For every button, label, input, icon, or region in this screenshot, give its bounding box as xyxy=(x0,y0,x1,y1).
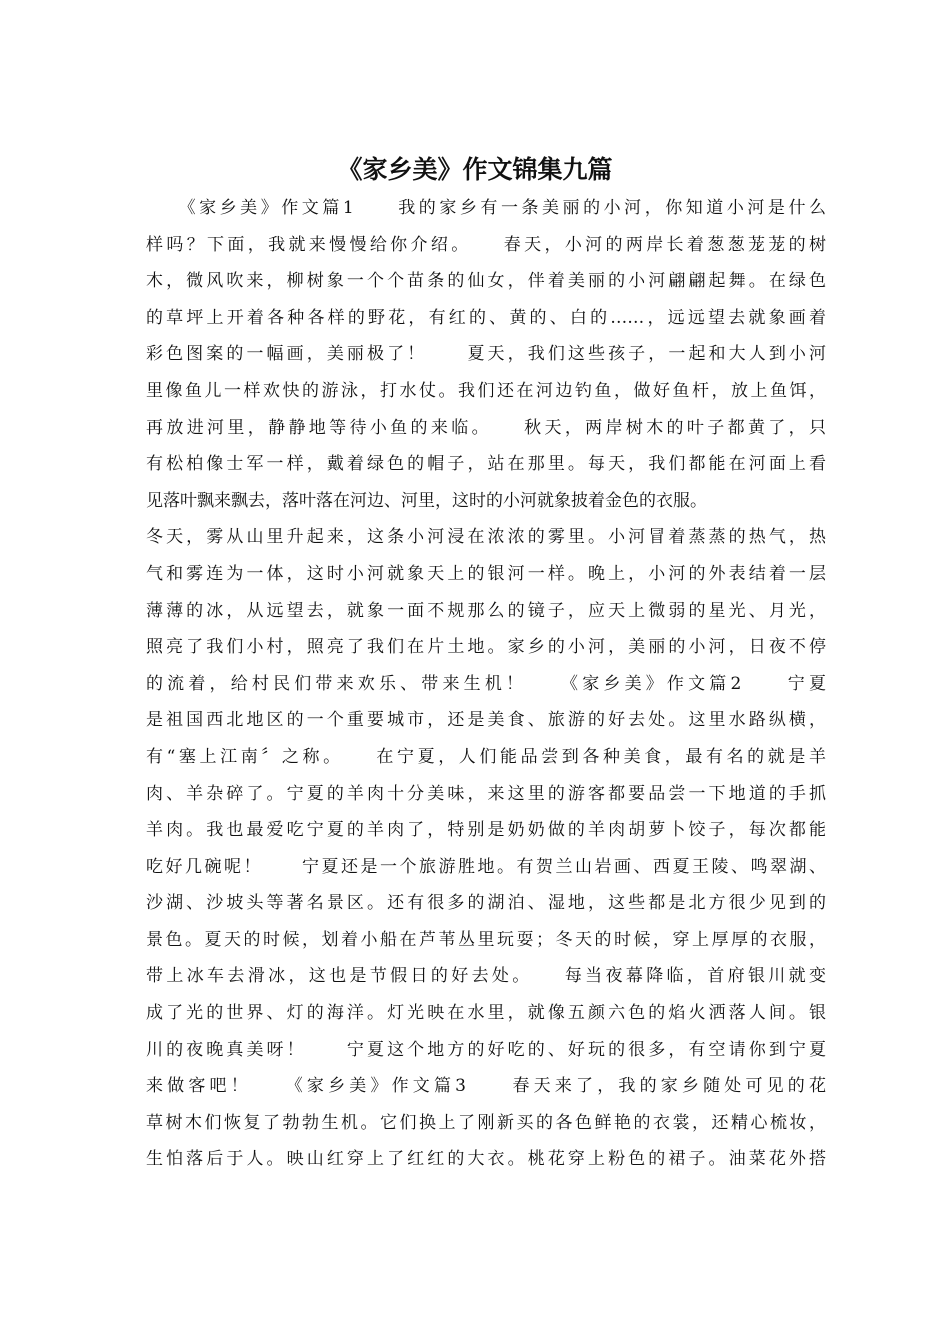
text-line: 生怕落后于人。映山红穿上了红红的大衣。桃花穿上粉色的裙子。油菜花外搭 xyxy=(146,1149,826,1170)
text-line: 木，微风吹来，柳树象一个个苗条的仙女，伴着美丽的小河翩翩起舞。在绿色 xyxy=(146,271,826,292)
text-line: 照亮了我们小村，照亮了我们在片土地。家乡的小河，美丽的小河，日夜不停 xyxy=(146,637,826,658)
text-line: 有“塞上江南〞之称。 在宁夏，人们能品尝到各种美食，最有名的就是羊 xyxy=(146,746,826,767)
document-body xyxy=(146,190,826,1178)
text-line: 的草坪上开着各种各样的野花，有红的、黄的、白的……，远远望去就象画着 xyxy=(146,307,826,328)
text-line: 来做客吧！ 《家乡美》作文篇3 春天来了，我的家乡随处可见的花 xyxy=(146,1076,826,1097)
document-title: 《家乡美》作文锦集九篇 xyxy=(337,155,613,184)
text-line: 带上冰车去滑冰，这也是节假日的好去处。 每当夜幕降临，首府银川就变 xyxy=(146,966,826,987)
text-line: 冬天，雾从山里升起来，这条小河浸在浓浓的雾里。小河冒着蒸蒸的热气，热 xyxy=(146,527,826,548)
text-line: 沙湖、沙坡头等著名景区。还有很多的湖泊、湿地，这些都是北方很少见到的 xyxy=(146,893,826,914)
text-line: 彩色图案的一幅画，美丽极了！ 夏天，我们这些孩子，一起和大人到小河 xyxy=(146,344,826,365)
text-line: 景色。夏天的时候，划着小船在芦苇丛里玩耍；冬天的时候，穿上厚厚的衣服， xyxy=(146,929,826,950)
text-line: 成了光的世界、灯的海洋。灯光映在水里，就像五颜六色的焰火洒落人间。银 xyxy=(146,1003,826,1024)
text-line: 再放进河里，静静地等待小鱼的来临。 秋天，两岸树木的叶子都黄了，只 xyxy=(146,417,826,438)
text-line: 有松柏像士军一样，戴着绿色的帽子，站在那里。每天，我们都能在河面上看 xyxy=(146,454,826,475)
text-line: 的流着，给村民们带来欢乐、带来生机！ 《家乡美》作文篇2 宁夏 xyxy=(146,673,826,694)
text-line: 薄薄的冰，从远望去，就象一面不规那么的镜子，应天上微弱的星光、月光， xyxy=(146,600,826,621)
text-line: 《家乡美》作文篇1 我的家乡有一条美丽的小河，你知道小河是什么 xyxy=(146,198,826,218)
text-line: 羊肉。我也最爱吃宁夏的羊肉了，特别是奶奶做的羊肉胡萝卜饺子，每次都能 xyxy=(146,820,826,841)
text-line: 里像鱼儿一样欢快的游泳，打水仗。我们还在河边钓鱼，做好鱼杆，放上鱼饵， xyxy=(146,380,826,401)
text-line: 样吗？下面，我就来慢慢给你介绍。 春天，小河的两岸长着葱葱茏茏的树 xyxy=(146,234,826,255)
text-line: 是祖国西北地区的一个重要城市，还是美食、旅游的好去处。这里水路纵横， xyxy=(146,710,826,731)
text-line: 吃好几碗呢！ 宁夏还是一个旅游胜地。有贺兰山岩画、西夏王陵、鸣翠湖、 xyxy=(146,856,826,877)
text-line: 见落叶飘来飘去，落叶落在河边、河里，这时的小河就象披着金色的衣服。 xyxy=(146,490,707,511)
text-line: 草树木们恢复了勃勃生机。它们换上了刚新买的各色鲜艳的衣裳，还精心梳妆， xyxy=(146,1112,826,1133)
text-line: 气和雾连为一体，这时小河就象天上的银河一样。晚上，小河的外表结着一层 xyxy=(146,563,826,584)
text-line: 川的夜晚真美呀！ 宁夏这个地方的好吃的、好玩的很多，有空请你到宁夏 xyxy=(146,1039,826,1060)
text-line: 肉、羊杂碎了。宁夏的羊肉十分美味，来这里的游客都要品尝一下地道的手抓 xyxy=(146,783,826,804)
